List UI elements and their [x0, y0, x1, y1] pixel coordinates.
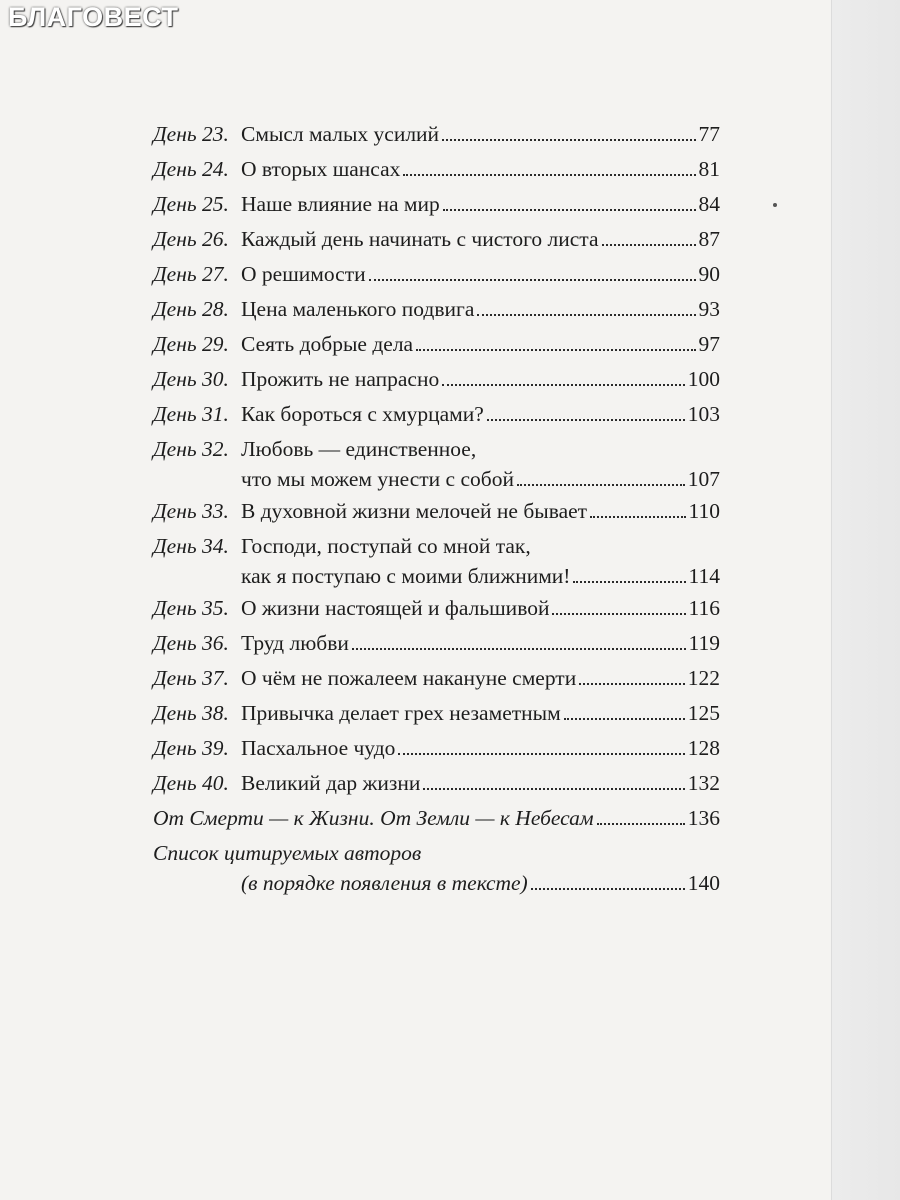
toc-entry[interactable]: [153, 531, 720, 591]
dot-leader: [564, 718, 685, 720]
day-label: День 38.: [153, 701, 229, 725]
entry-title: О чём не пожалеем накануне смерти: [241, 666, 577, 690]
toc-entry[interactable]: [153, 362, 720, 397]
page-number: 77: [698, 122, 720, 146]
page-number: 107: [687, 467, 720, 491]
dot-leader: [602, 244, 696, 246]
toc-entry[interactable]: [153, 152, 720, 187]
toc-entry[interactable]: [153, 397, 720, 432]
page-number: 87: [698, 227, 720, 251]
entry-title: О вторых шансах: [241, 157, 401, 181]
dot-leader: [443, 209, 696, 211]
authors-title-line2: (в порядке появления в тексте): [241, 871, 528, 895]
page-number: 97: [698, 332, 720, 356]
page-number: 116: [688, 596, 720, 620]
day-label: День 32.: [153, 437, 229, 461]
dot-leader: [517, 484, 685, 486]
toc-entry[interactable]: [153, 257, 720, 292]
toc-entry[interactable]: [153, 292, 720, 327]
page-number: 84: [698, 192, 720, 216]
entry-title-line1: Любовь — единственное,: [241, 437, 477, 461]
page-number: 119: [688, 631, 720, 655]
dot-leader: [487, 419, 685, 421]
dot-leader: [352, 648, 686, 650]
toc-entry[interactable]: [153, 187, 720, 222]
page-number: 136: [687, 806, 720, 830]
day-label: День 30.: [153, 367, 229, 391]
day-label: День 25.: [153, 192, 229, 216]
page-number: 100: [687, 367, 720, 391]
watermark: БЛАГОВЕСТ: [8, 2, 179, 32]
day-label: День 24.: [153, 157, 229, 181]
table-of-contents: [153, 117, 720, 898]
page-number: 90: [698, 262, 720, 286]
day-label: День 23.: [153, 122, 229, 146]
entry-title-line2: что мы можем унести с собой: [241, 467, 514, 491]
page-number: 140: [687, 871, 720, 895]
toc-entry[interactable]: [153, 222, 720, 257]
page-number: 103: [687, 402, 720, 426]
entry-title-line2: как я поступаю с моими ближними!: [241, 564, 571, 588]
day-label: День 33.: [153, 499, 229, 523]
page-number: 81: [698, 157, 720, 181]
dot-leader: [442, 139, 695, 141]
entry-title: Великий дар жизни: [241, 771, 421, 795]
dot-leader: [573, 581, 685, 583]
day-label: День 35.: [153, 596, 229, 620]
book-spine: [831, 0, 900, 1200]
dot-leader: [552, 613, 685, 615]
entry-title: В духовной жизни мелочей не бывает: [241, 499, 588, 523]
authors-title-line1: Список цитируемых авторов: [153, 841, 422, 865]
toc-entry[interactable]: [153, 661, 720, 696]
binding-dot: [773, 203, 777, 207]
page-number: 93: [698, 297, 720, 321]
entry-title: Как бороться с хмурцами?: [241, 402, 484, 426]
entry-title: Сеять добрые дела: [241, 332, 414, 356]
day-label: День 31.: [153, 402, 229, 426]
day-label: День 39.: [153, 736, 229, 760]
day-label: День 26.: [153, 227, 229, 251]
day-label: День 34.: [153, 534, 229, 558]
page-number: 110: [688, 499, 720, 523]
toc-entry[interactable]: [153, 494, 720, 529]
dot-leader: [369, 279, 696, 281]
toc-entry[interactable]: [153, 327, 720, 362]
entry-title: Наше влияние на мир: [241, 192, 440, 216]
toc-entry[interactable]: [153, 434, 720, 494]
toc-entry[interactable]: [153, 591, 720, 626]
epilogue-title: От Смерти — к Жизни. От Земли — к Небесам: [153, 806, 594, 830]
entry-title: О жизни настоящей и фальшивой: [241, 596, 550, 620]
dot-leader: [423, 788, 684, 790]
day-label: День 29.: [153, 332, 229, 356]
entry-title: Пасхальное чудо: [241, 736, 396, 760]
entry-title-line1: Господи, поступай со мной так,: [241, 534, 531, 558]
toc-entry-epilogue[interactable]: [153, 801, 720, 836]
page-number: 122: [687, 666, 720, 690]
page-number: 114: [688, 564, 720, 588]
toc-entry[interactable]: [153, 626, 720, 661]
page-number: 125: [687, 701, 720, 725]
toc-entry[interactable]: [153, 117, 720, 152]
toc-entry[interactable]: [153, 696, 720, 731]
entry-title: Труд любви: [241, 631, 349, 655]
day-label: День 37.: [153, 666, 229, 690]
dot-leader: [590, 516, 685, 518]
day-label: День 27.: [153, 262, 229, 286]
day-label: День 40.: [153, 771, 229, 795]
day-label: День 36.: [153, 631, 229, 655]
entry-title: Привычка делает грех незаметным: [241, 701, 561, 725]
toc-entry[interactable]: [153, 731, 720, 766]
dot-leader: [597, 823, 685, 825]
page-number: 132: [687, 771, 720, 795]
dot-leader: [403, 174, 695, 176]
toc-entry[interactable]: [153, 766, 720, 801]
toc-entry-authors[interactable]: [153, 838, 720, 898]
dot-leader: [477, 314, 695, 316]
dot-leader: [398, 753, 684, 755]
dot-leader: [531, 888, 685, 890]
dot-leader: [416, 349, 695, 351]
dot-leader: [442, 384, 685, 386]
dot-leader: [579, 683, 685, 685]
page-number: 128: [687, 736, 720, 760]
entry-title: Смысл малых усилий: [241, 122, 440, 146]
entry-title: Прожить не напрасно: [241, 367, 440, 391]
entry-title: Каждый день начинать с чистого листа: [241, 227, 599, 251]
entry-title: О решимости: [241, 262, 366, 286]
day-label: День 28.: [153, 297, 229, 321]
entry-title: Цена маленького подвига: [241, 297, 475, 321]
